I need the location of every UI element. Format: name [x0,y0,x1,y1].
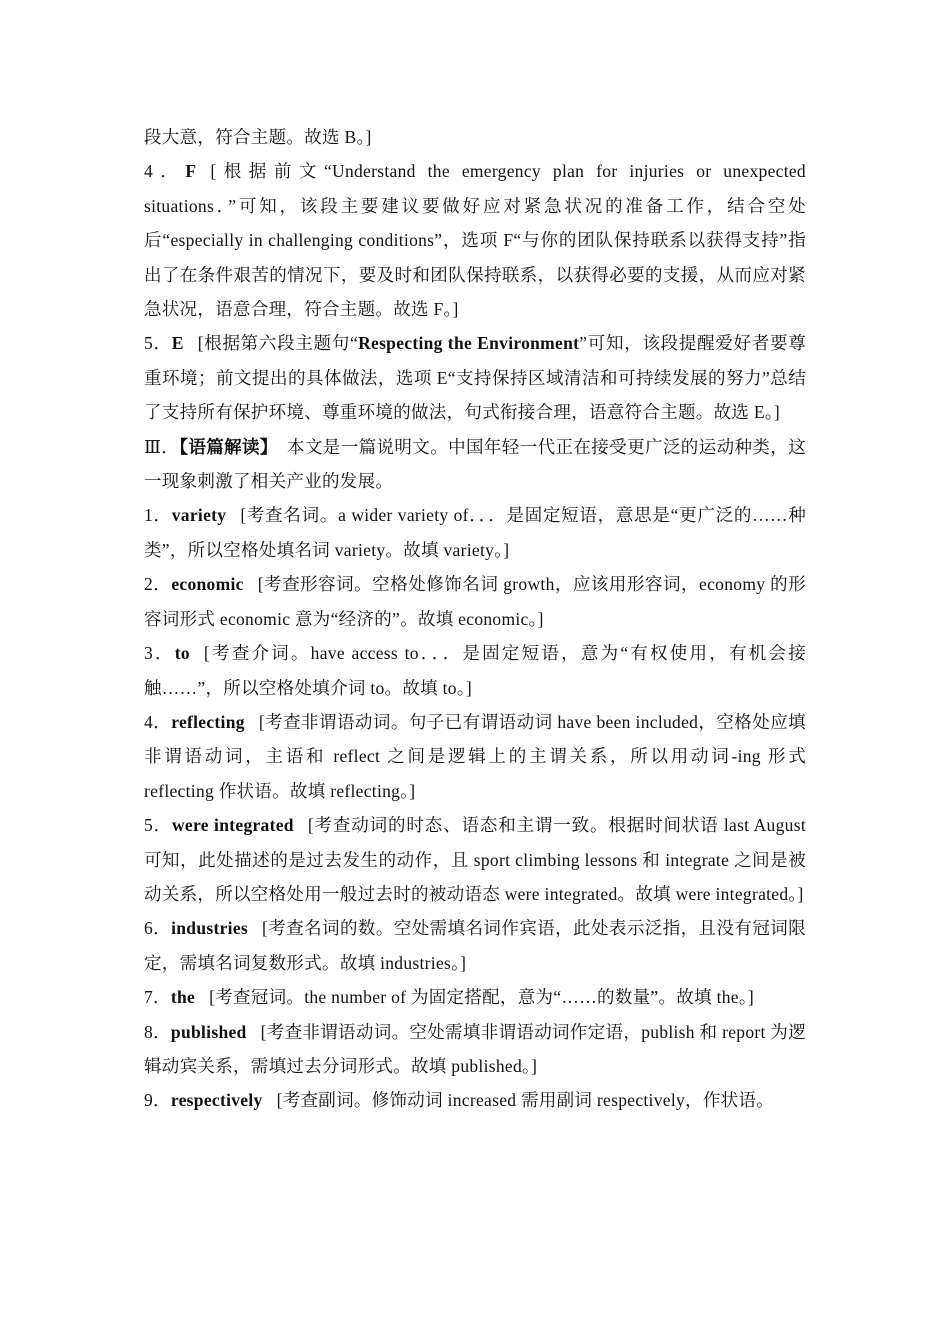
explanation: [考查冠词。the number of 为固定搭配，意为“……的数量”。故填 the。] [209,987,755,1008]
answer-key: reflecting [171,711,245,732]
explanation: [考查名词的数。空处需填名词作宾语，此处表示泛指，且没有冠词限定，需填名词复数形式。故填 industries。] [144,918,806,973]
explanation: [考查动词的时态、语态和主谓一致。根据时间状语 last August 可知，此处描述的是过去发生的动作，且 sport climbing lessons 和 integrate 之间是被动关系，所以空格处用一般过去时的被动语态 were integrated。故填 were integrated。] [144,815,806,904]
answer-key: were integrated [171,815,294,836]
answer-explanations [144,120,806,1118]
blank-answer-4: 4．reflecting [考查非谓语动词。句子已有谓语动词 have been included，空格处应填非谓语动词，主语和 reflect 之间是逻辑上的主谓关系，所以用动词-ing 形式 reflecting 作状语。故填 reflecting。] [144,711,806,801]
answer-key: respectively [170,1090,263,1111]
answer-key: E [171,333,184,354]
topic-sentence: Respecting the Environment [358,333,580,354]
answer-key: economic [171,574,244,595]
explanation: [根据前文“Understand the emergency plan for injuries or unexpected situations．”可知，该段主要建议要做好应对紧急状况的准备工作，结合空处后“especially in challenging conditions”，选项 F“与你的团队保持联系以获得支持”指出了在条件艰苦的情况下，要及时和团队保持联系，以获得必要的支援，从而应对紧急状况，语意合理，符合主题。故选 F。] [144,161,806,320]
explanation: [考查名词。a wider variety of．．．是固定短语，意思是“更广泛的……种类”，所以空格处填名词 variety。故填 variety。] [144,505,806,560]
explanation: [考查非谓语动词。句子已有谓语动词 have been included，空格处应填非谓语动词，主语和 reflect 之间是逻辑上的主谓关系，所以用动词-ing 形式 reflecting 作状语。故填 reflecting。] [144,711,806,801]
paragraph-b-continuation: 段大意，符合主题。故选 B。] [144,127,372,147]
answer-key: the [170,987,196,1008]
answer-key: variety [171,505,227,526]
section-iii-header: Ⅲ．【语篇解读】 本文是一篇说明文。中国年轻一代正在接受更广泛的运动种类，这一现象刺激了相关产业的发展。 [144,436,806,492]
answer-key: published [170,1021,247,1042]
explanation: [根据第六段主题句“ [197,333,359,354]
blank-answer-8: 8．published [考查非谓语动词。空处需填非谓语动词作定语，publish 和 report 为逻辑动宾关系，需填过去分词形式。故填 published。] [144,1021,806,1076]
blank-answer-3: 3．to [考查介词。have access to．．．是固定短语，意为“有权使用，有机会接触……”，所以空格处填介词 to。故填 to。] [144,643,807,698]
explanation: [考查形容词。空格处修饰名词 growth，应该用形容词，economy 的形容词形式 economic 意为“经济的”。故填 economic。] [144,574,807,629]
blank-answer-5: 5．were integrated [考查动词的时态、语态和主谓一致。根据时间状语 last August 可知，此处描述的是过去发生的动作，且 sport climbing lessons 和 integrate 之间是被动关系，所以空格处用一般过去时的被动语态 were integrated。故填 were integrated。] [144,815,806,904]
explanation-cont: ”可知，该段提醒爱好者要尊重环境；前文提出的具体做法，选项 E“支持保持区域清洁和可持续发展的努力”总结了支持所有保护环境、尊重环境的做法，句式衔接合理，语意符合主题。故选 E。] [144,333,806,423]
answer-key: to [174,643,190,664]
explanation: [考查介词。have access to．．．是固定短语，意为“有权使用，有机会接触……”，所以空格处填介词 to。故填 to。] [144,643,807,698]
blank-answer-6: 6．industries [考查名词的数。空处需填名词作宾语，此处表示泛指，且没有冠词限定，需填名词复数形式。故填 industries。] [144,918,806,973]
answer-4-f: 4．F [根据前文“Understand the emergency plan for injuries or unexpected situations．”可知，该段主要建议要做好应对紧急状况的准备工作，结合空处后“especially in challenging conditions”，选项 F“与你的团队保持联系以获得支持”指出了在条件艰苦的情况下，要及时和团队保持联系，以获得必要的支援，从而应对紧急状况，语意合理，符合主题。故选 F。] [144,161,806,320]
discourse-analysis-label: 【语篇解读】 [179,436,270,457]
blank-answer-1: 1．variety [考查名词。a wider variety of．．．是固定短语，意思是“更广泛的……种类”，所以空格处填名词 variety。故填 variety。] [144,505,806,560]
explanation: [考查副词。修饰动词 increased 需用副词 respectively，作状语。 [276,1090,775,1111]
answer-5-e: 5．E [根据第六段主题句“Respecting the Environment”可知，该段提醒爱好者要尊重环境；前文提出的具体做法，选项 E“支持保持区域清洁和可持续发展的努力”总结了支持所有保护环境、尊重环境的做法，句式衔接合理，语意符合主题。故选 E。] [144,333,806,423]
answer-key: F [185,161,197,182]
answer-key: industries [171,918,249,939]
blank-answer-7: 7．the [考查冠词。the number of 为固定搭配，意为“……的数量”。故填 the。] [144,987,755,1008]
explanation: [考查非谓语动词。空处需填非谓语动词作定语，publish 和 report 为逻辑动宾关系，需填过去分词形式。故填 published。] [144,1021,806,1076]
blank-answer-2: 2．economic [考查形容词。空格处修饰名词 growth，应该用形容词，economy 的形容词形式 economic 意为“经济的”。故填 economic。] [144,574,807,629]
blank-answer-9: 9．respectively [考查副词。修饰动词 increased 需用副词 respectively，作状语。 [144,1090,775,1111]
discourse-analysis-text: 本文是一篇说明文。中国年轻一代正在接受更广泛的运动种类，这一现象刺激了相关产业的发展。 [144,436,806,492]
